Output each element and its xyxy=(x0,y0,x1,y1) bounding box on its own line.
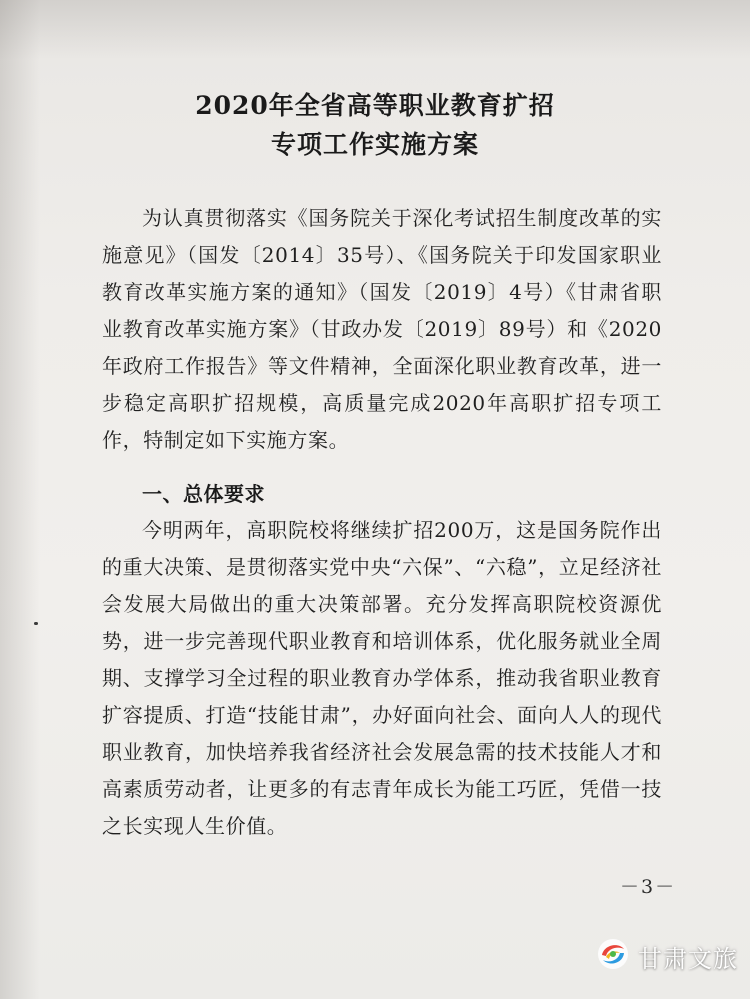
watermark xyxy=(596,936,738,976)
page-number: －3－ xyxy=(620,876,677,898)
paper-speck xyxy=(34,622,38,625)
section-heading-general-requirements: 一、总体要求 xyxy=(142,482,265,506)
gansu-wenlv-logo-icon xyxy=(596,937,630,975)
watermark-text: 甘肃文旅 xyxy=(638,944,738,973)
intro-paragraph: 为认真贯彻落实《国务院关于深化考试招生制度改革的实施意见》（国发〔2014〕35号）、《国务院关于印发国家职业教育改革实施方案的通知》（国发〔2019〕4号）《甘肃省职业教育改革实施方案》（甘政办发〔2019〕89号）和《2020年政府工作报告》等文件精神，全面深化职业教育改革，进一步稳定高职扩招规模，高质量完成2020年高职扩招专项工作，特制定如下实施方案。 xyxy=(102,206,662,452)
section1-paragraph: 今明两年，高职院校将继续扩招200万，这是国务院作出的重大决策、是贯彻落实党中央“六保”、“六稳”，立足经济社会发展大局做出的重大决策部署。充分发挥高职院校资源优势，进一步完善现代职业教育和培训体系，优化服务就业全周期、支撑学习全过程的职业教育办学体系，推动我省职业教育扩容提质、打造“技能甘肃”，办好面向社会、面向人人的现代职业教育，加快培养我省经济社会发展急需的技术技能人才和高素质劳动者，让更多的有志青年成长为能工巧匠，凭借一技之长实现人生价值。 xyxy=(102,518,662,838)
document-title-line1: 2020年全省高等职业教育扩招 xyxy=(195,91,555,120)
page-shadow-top xyxy=(0,0,750,60)
document-title-line2: 专项工作实施方案 xyxy=(270,130,479,159)
